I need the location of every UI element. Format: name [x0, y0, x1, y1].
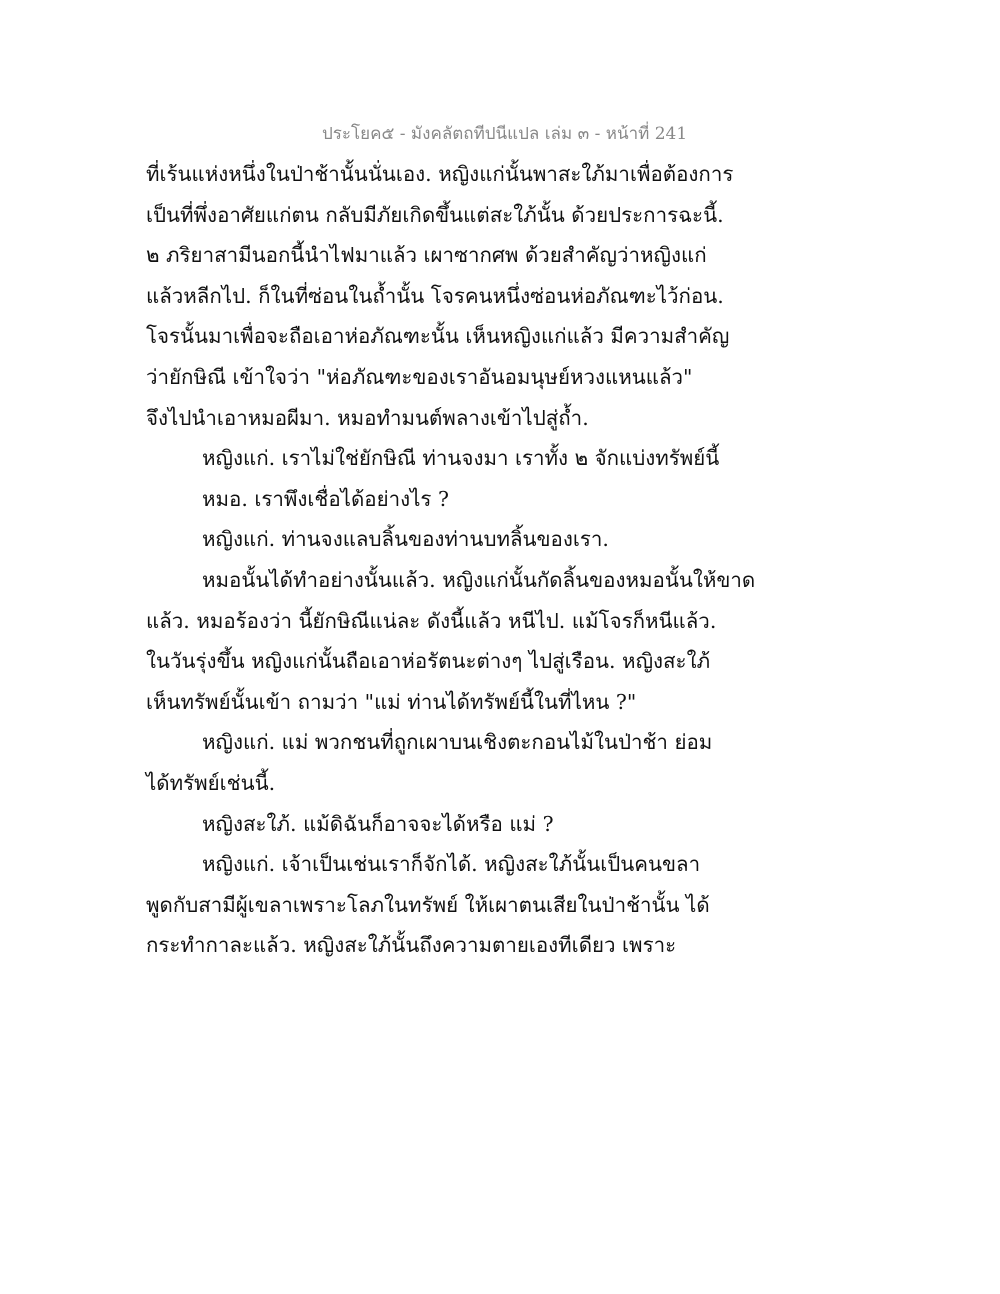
text-line: เห็นทรัพย์นั้นเข้า ถามว่า "แม่ ท่านได้ทรัพย์นี้ในที่ไหน ?"	[146, 689, 637, 714]
text-line: ได้ทรัพย์เช่นนี้.	[146, 770, 276, 795]
text-line: พูดกับสามีผู้เขลาเพราะโลภในทรัพย์ ให้เผาตนเสียในป่าช้านั้น ได้	[146, 892, 710, 917]
text-line: ๒ ภริยาสามีนอกนี้นำไฟมาแล้ว เผาซากศพ ด้วยสำคัญว่าหญิงแก่	[146, 243, 707, 268]
running-header: ประโยค๕ - มังคลัตถทีปนีแปล เล่ม ๓ - หน้าที่ 241	[322, 124, 688, 144]
text-line: จึงไปนำเอาหมอผีมา. หมอทำมนต์พลางเข้าไปสู่ถ้ำ.	[146, 405, 589, 430]
body-text	[146, 158, 876, 970]
text-line: ว่ายักษิณี เข้าใจว่า "ห่อภัณฑะของเราอันอมนุษย์หวงแหนแล้ว"	[146, 364, 693, 389]
text-line: หญิงแก่. แม่ พวกชนที่ถูกเผาบนเชิงตะกอนไม้ในป่าช้า ย่อม	[202, 730, 713, 755]
text-line: เป็นที่พึ่งอาศัยแก่ตน กลับมีภัยเกิดขึ้นแต่สะใภ้นั้น ด้วยประการฉะนี้.	[146, 202, 724, 227]
text-line: หมอ. เราพึงเชื่อได้อย่างไร ?	[202, 486, 449, 511]
text-line: โจรนั้นมาเพื่อจะถือเอาห่อภัณฑะนั้น เห็นหญิงแก่แล้ว มีความสำคัญ	[146, 324, 730, 349]
text-line: ที่เร้นแห่งหนึ่งในป่าช้านั้นนั่นเอง. หญิงแก่นั้นพาสะใภ้มาเพื่อต้องการ	[146, 162, 734, 186]
text-line: หญิงแก่. เจ้าเป็นเช่นเราก็จักได้. หญิงสะใภ้นั้นเป็นคนขลา	[202, 852, 701, 877]
text-line: หญิงสะใภ้. แม้ดิฉันก็อาจจะได้หรือ แม่ ?	[202, 811, 554, 836]
text-line: หญิงแก่. เราไม่ใช่ยักษิณี ท่านจงมา เราทั้ง ๒ จักแบ่งทรัพย์นี้	[202, 446, 720, 471]
text-line: ในวันรุ่งขึ้น หญิงแก่นั้นถือเอาห่อรัตนะต่างๆ ไปสู่เรือน. หญิงสะใภ้	[146, 649, 711, 674]
text-line: กระทำกาละแล้ว. หญิงสะใภ้นั้นถึงความตายเองทีเดียว เพราะ	[146, 933, 677, 958]
text-line: แล้ว. หมอร้องว่า นี้ยักษิณีแน่ละ ดังนี้แล้ว หนีไป. แม้โจรก็หนีแล้ว.	[146, 608, 717, 633]
text-line: หมอนั้นได้ทำอย่างนั้นแล้ว. หญิงแก่นั้นกัดลิ้นของหมอนั้นให้ขาด	[202, 567, 756, 592]
text-line: หญิงแก่. ท่านจงแลบลิ้นของท่านบทลิ้นของเรา.	[202, 527, 609, 552]
text-line: แล้วหลีกไป. ก็ในที่ซ่อนในถ้ำนั้น โจรคนหนึ่งซ่อนห่อภัณฑะไว้ก่อน.	[146, 283, 724, 308]
